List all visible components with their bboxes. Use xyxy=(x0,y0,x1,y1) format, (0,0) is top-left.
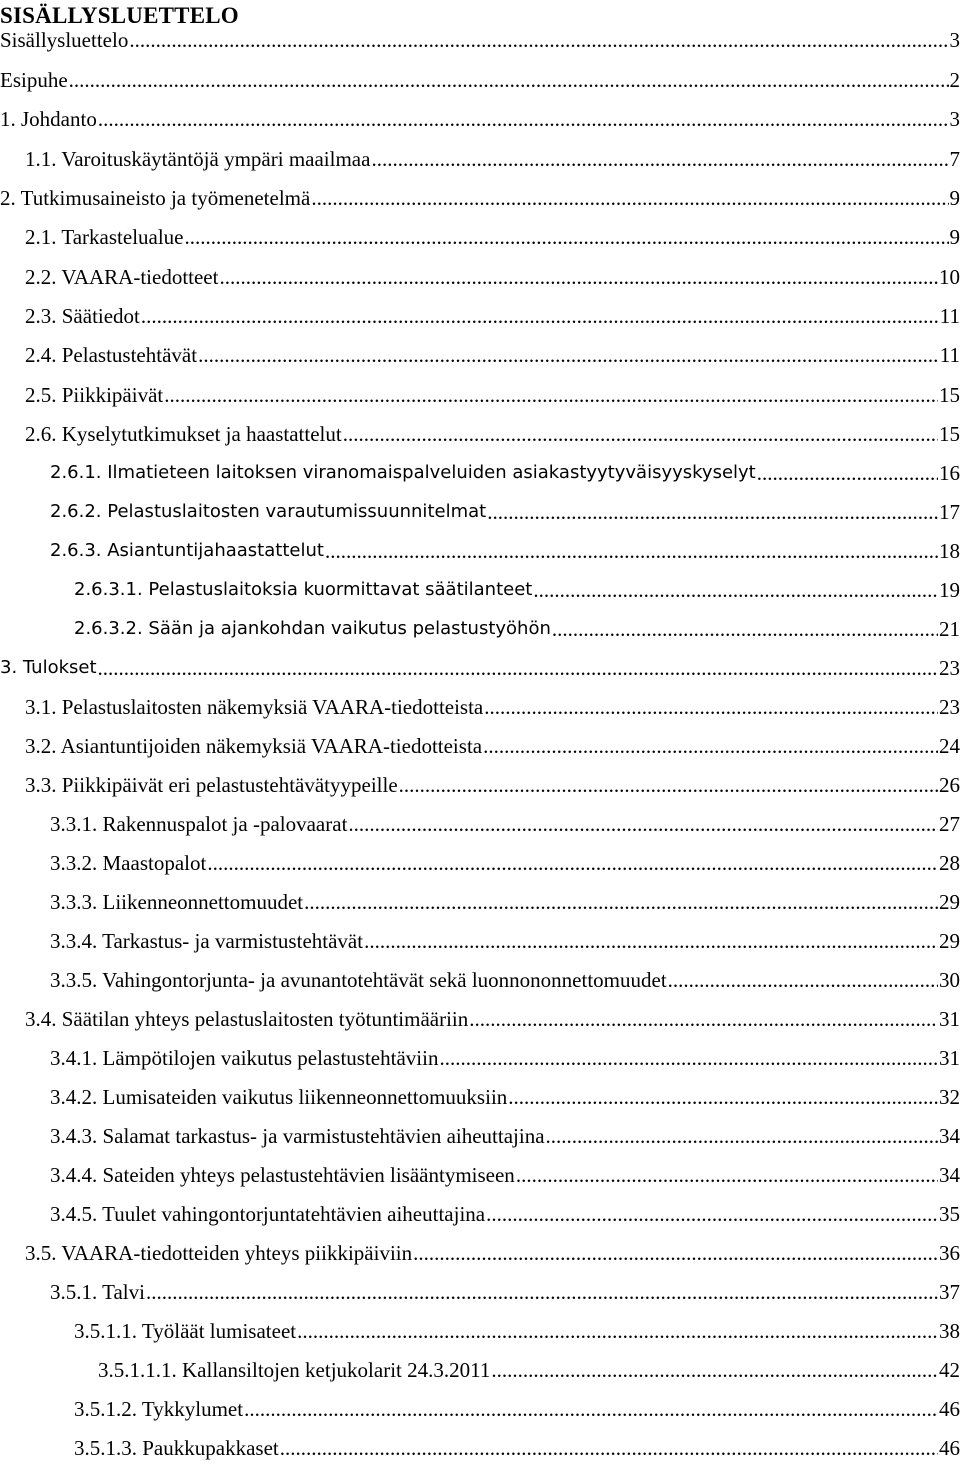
toc-entry-page-number: 11 xyxy=(939,304,960,328)
dot-leader xyxy=(129,26,948,54)
toc-entry[interactable] xyxy=(0,654,960,682)
toc-entry[interactable] xyxy=(25,302,960,330)
toc-entry-page-number: 9 xyxy=(949,225,960,249)
toc-entry-label: 3.2. Asiantuntijoiden näkemyksiä VAARA-tiedotteista xyxy=(25,734,483,758)
toc-entry-page-number: 31 xyxy=(939,1046,960,1070)
toc-entry-label: 3.5. VAARA-tiedotteiden yhteys piikkipäiviin xyxy=(25,1241,413,1265)
toc-entry[interactable] xyxy=(50,1044,960,1072)
toc-entry-label: 2.6.3.2. Sään ja ajankohdan vaikutus pelastustyöhön xyxy=(74,618,551,639)
toc-entry[interactable] xyxy=(50,1161,960,1189)
toc-entry[interactable] xyxy=(50,849,960,877)
toc-entry[interactable] xyxy=(74,1317,960,1345)
toc-entry-label: 3.5.1. Talvi xyxy=(50,1280,145,1304)
toc-entry-label: 3.4.4. Sateiden yhteys pelastustehtävien lisääntymiseen xyxy=(50,1163,515,1187)
toc-entry[interactable] xyxy=(0,66,960,94)
toc-entry-label: 1. Johdanto xyxy=(0,107,97,131)
toc-entry-label: 3.1. Pelastuslaitosten näkemyksiä VAARA-tiedotteista xyxy=(25,695,484,719)
dot-leader xyxy=(297,1317,938,1345)
toc-entry-page-number: 31 xyxy=(939,1007,960,1031)
toc-entry[interactable] xyxy=(25,263,960,291)
toc-entry-page-number: 7 xyxy=(949,147,960,171)
dot-leader xyxy=(280,1434,938,1462)
toc-entry[interactable] xyxy=(50,1083,960,1111)
toc-entry-label: 3.3.3. Liikenneonnettomuudet xyxy=(50,890,304,914)
toc-entry-label: 2. Tutkimusaineisto ja työmenetelmä xyxy=(0,186,311,210)
toc-entry-page-number: 3 xyxy=(949,107,960,131)
dot-leader xyxy=(304,888,938,916)
toc-entry-page-number: 16 xyxy=(939,461,960,485)
toc-entry[interactable] xyxy=(50,498,960,526)
dot-leader xyxy=(491,1356,938,1384)
toc-entry-page-number: 29 xyxy=(939,890,960,914)
toc-entry-label: 3.3.5. Vahingontorjunta- ja avunantotehtävät sekä luonnononnettomuudet xyxy=(50,968,667,992)
toc-entry-page-number: 15 xyxy=(939,422,960,446)
toc-entry[interactable] xyxy=(50,966,960,994)
toc-entry-page-number: 18 xyxy=(939,539,960,563)
toc-entry[interactable] xyxy=(50,459,960,487)
toc-entry-label: 3.5.1.1. Työläät lumisateet xyxy=(74,1319,297,1343)
toc-entry-page-number: 28 xyxy=(939,851,960,875)
toc-entry-label: Sisällysluettelo xyxy=(0,28,129,52)
toc-entry-label: 2.5. Piikkipäivät xyxy=(25,383,164,407)
dot-leader xyxy=(185,223,949,251)
toc-entry-label: 3. Tulokset xyxy=(0,657,97,678)
toc-entry-page-number: 38 xyxy=(939,1319,960,1343)
toc-entry-label: 3.4.2. Lumisateiden vaikutus liikenneonnettomuuksiin xyxy=(50,1085,508,1109)
toc-entry-page-number: 26 xyxy=(939,773,960,797)
toc-entry-page-number: 34 xyxy=(939,1163,960,1187)
toc-entry-label: 3.3.4. Tarkastus- ja varmistustehtävät xyxy=(50,929,364,953)
dot-leader xyxy=(533,576,938,604)
dot-leader xyxy=(207,849,938,877)
toc-entry-page-number: 11 xyxy=(939,343,960,367)
toc-entry[interactable] xyxy=(25,223,960,251)
toc-entry-page-number: 30 xyxy=(939,968,960,992)
toc-entry[interactable] xyxy=(74,615,960,643)
toc-entry-label: 3.3.2. Maastopalot xyxy=(50,851,207,875)
toc-entry-label: 3.4.5. Tuulet vahingontorjuntatehtävien aiheuttajina xyxy=(50,1202,486,1226)
dot-leader xyxy=(508,1083,938,1111)
toc-entry-page-number: 19 xyxy=(939,578,960,602)
toc-entry[interactable] xyxy=(50,1278,960,1306)
dot-leader xyxy=(483,732,938,760)
dot-leader xyxy=(164,381,938,409)
toc-entry-page-number: 23 xyxy=(939,656,960,680)
toc-entry-page-number: 36 xyxy=(939,1241,960,1265)
toc-entry-page-number: 34 xyxy=(939,1124,960,1148)
dot-leader xyxy=(546,1122,938,1150)
toc-entry[interactable] xyxy=(25,145,960,173)
toc-entry-page-number: 32 xyxy=(939,1085,960,1109)
toc-entry-page-number: 46 xyxy=(939,1397,960,1421)
toc-entry[interactable] xyxy=(0,26,960,54)
toc-entry[interactable] xyxy=(0,184,960,212)
dot-leader xyxy=(668,966,938,994)
toc-entry-page-number: 15 xyxy=(939,383,960,407)
toc-entry[interactable] xyxy=(50,1200,960,1228)
toc-entry-page-number: 29 xyxy=(939,929,960,953)
dot-leader xyxy=(343,420,938,448)
dot-leader xyxy=(486,1200,938,1228)
toc-entry-label: 2.6.3.1. Pelastuslaitoksia kuormittavat säätilanteet xyxy=(74,579,533,600)
toc-entry[interactable] xyxy=(50,888,960,916)
toc-entry-page-number: 23 xyxy=(939,695,960,719)
toc-entry[interactable] xyxy=(98,1356,960,1384)
toc-entry[interactable] xyxy=(25,732,960,760)
toc-entry[interactable] xyxy=(50,1122,960,1150)
toc-entry-page-number: 37 xyxy=(939,1280,960,1304)
toc-entry-label: Esipuhe xyxy=(0,68,68,92)
toc-entry-label: 2.6.1. Ilmatieteen laitoksen viranomaispalveluiden asiakastyytyväisyyskyselyt xyxy=(50,462,756,483)
toc-entry[interactable] xyxy=(25,420,960,448)
toc-entry-label: 3.5.1.1.1. Kallansiltojen ketjukolarit 24.3.2011 xyxy=(98,1358,491,1382)
dot-leader xyxy=(487,498,938,526)
dot-leader xyxy=(399,771,938,799)
toc-entry-page-number: 46 xyxy=(939,1436,960,1460)
toc-entry-label: 3.3. Piikkipäivät eri pelastustehtävätyypeille xyxy=(25,773,398,797)
toc-entry[interactable] xyxy=(25,1005,960,1033)
dot-leader xyxy=(348,810,938,838)
toc-entry-label: 3.3.1. Rakennuspalot ja -palovaarat xyxy=(50,812,348,836)
dot-leader xyxy=(516,1161,938,1189)
toc-entry-label: 2.6. Kyselytutkimukset ja haastattelut xyxy=(25,422,342,446)
toc-entry-label: 3.5.1.3. Paukkupakkaset xyxy=(74,1436,279,1460)
toc-entry-label: 3.5.1.2. Tykkylumet xyxy=(74,1397,244,1421)
toc-entry-label: 2.1. Tarkastelualue xyxy=(25,225,184,249)
toc-entry-label: 1.1. Varoituskäytäntöjä ympäri maailmaa xyxy=(25,147,371,171)
toc-entry-label: 2.2. VAARA-tiedotteet xyxy=(25,265,219,289)
toc-entry[interactable] xyxy=(74,576,960,604)
dot-leader xyxy=(98,105,949,133)
toc-entry[interactable] xyxy=(50,537,960,565)
toc-entry[interactable] xyxy=(25,693,960,721)
toc-entry-label: 2.3. Säätiedot xyxy=(25,304,140,328)
toc-entry-label: 3.4. Säätilan yhteys pelastuslaitosten työtuntimääriin xyxy=(25,1007,469,1031)
toc-entry[interactable] xyxy=(74,1434,960,1462)
toc-entry[interactable] xyxy=(50,927,960,955)
toc-entry-page-number: 35 xyxy=(939,1202,960,1226)
dot-leader xyxy=(311,184,948,212)
toc-entry-page-number: 42 xyxy=(939,1358,960,1382)
dot-leader xyxy=(69,66,949,94)
toc-entry[interactable] xyxy=(74,1395,960,1423)
toc-entry-page-number: 3 xyxy=(949,28,960,52)
toc-entry-label: 2.6.2. Pelastuslaitosten varautumissuunnitelmat xyxy=(50,501,487,522)
toc-entry-label: 2.4. Pelastustehtävät xyxy=(25,343,198,367)
toc-entry[interactable] xyxy=(25,381,960,409)
toc-entry-page-number: 27 xyxy=(939,812,960,836)
dot-leader xyxy=(198,341,939,369)
toc-entry-page-number: 10 xyxy=(939,265,960,289)
toc-entry-page-number: 24 xyxy=(939,734,960,758)
toc-entry-page-number: 17 xyxy=(939,500,960,524)
dot-leader xyxy=(325,537,938,565)
dot-leader xyxy=(371,145,948,173)
dot-leader xyxy=(757,459,938,487)
dot-leader xyxy=(469,1005,938,1033)
toc-entry-page-number: 9 xyxy=(949,186,960,210)
dot-leader xyxy=(244,1395,938,1423)
dot-leader xyxy=(364,927,938,955)
toc-heading: SISÄLLYSLUETTELO xyxy=(0,3,239,28)
dot-leader xyxy=(439,1044,938,1072)
toc-entry-page-number: 21 xyxy=(939,617,960,641)
dot-leader xyxy=(484,693,938,721)
dot-leader xyxy=(146,1278,938,1306)
toc-entry[interactable] xyxy=(25,341,960,369)
toc-entry[interactable] xyxy=(0,105,960,133)
toc-entry-label: 2.6.3. Asiantuntijahaastattelut xyxy=(50,540,324,561)
toc-entry[interactable] xyxy=(25,1239,960,1267)
toc-entry-label: 3.4.3. Salamat tarkastus- ja varmistustehtävien aiheuttajina xyxy=(50,1124,545,1148)
toc-entry-label: 3.4.1. Lämpötilojen vaikutus pelastustehtäviin xyxy=(50,1046,439,1070)
dot-leader xyxy=(141,302,939,330)
toc-entry[interactable] xyxy=(50,810,960,838)
dot-leader xyxy=(98,654,938,682)
toc-entry-page-number: 2 xyxy=(949,68,960,92)
toc-entry[interactable] xyxy=(25,771,960,799)
dot-leader xyxy=(413,1239,938,1267)
dot-leader xyxy=(552,615,938,643)
dot-leader xyxy=(219,263,938,291)
